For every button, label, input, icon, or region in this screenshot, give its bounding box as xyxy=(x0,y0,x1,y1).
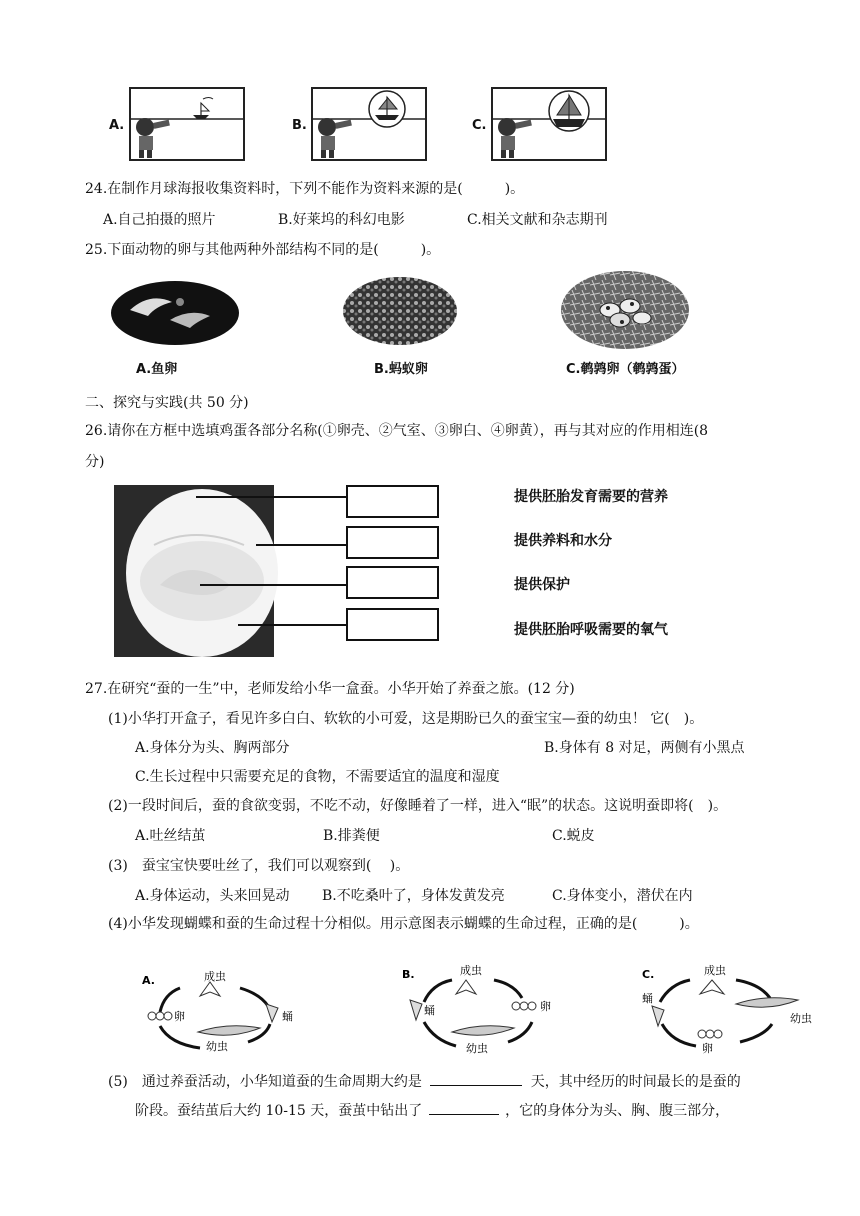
q27-part3-option-c: C.身体变小，潜伏在内 xyxy=(552,888,693,904)
diagram-letter: C. xyxy=(642,968,655,981)
pupa-label: 蛹 xyxy=(282,1010,293,1023)
ant-egg-image xyxy=(342,276,458,346)
q27-part5-line1 xyxy=(108,1071,741,1091)
q25-caption-b: B.蚂蚁卵 xyxy=(374,362,428,377)
q27-part5-text-b: 天，其中经历的时间最长的是蚕的 xyxy=(530,1074,741,1090)
boy-telescope-image-a xyxy=(129,87,245,161)
q24-option-c: C.相关文献和杂志期刊 xyxy=(467,212,608,228)
egg-label: 卵 xyxy=(702,1042,713,1055)
q27-part3: (3) 蚕宝宝快要吐丝了，我们可以观察到( )。 xyxy=(108,858,410,874)
diagram-letter: B. xyxy=(402,968,415,981)
q27-part2-option-a: A.吐丝结茧 xyxy=(135,828,206,844)
option-letter: C. xyxy=(472,118,487,133)
option-letter: A. xyxy=(109,118,125,133)
pupa-label: 蛹 xyxy=(424,1004,435,1017)
q27-part2-option-b: B.排粪便 xyxy=(323,828,380,844)
egg-label: 卵 xyxy=(540,1000,551,1013)
q27-part1: (1)小华打开盒子，看见许多白白、软软的小可爱，这是期盼已久的蚕宝宝—蚕的幼虫！ 它( )。 xyxy=(108,711,704,727)
q27-part3-option-b: B.不吃桑叶了，身体发黄发亮 xyxy=(322,888,505,904)
q25-caption-c: C.鹌鹑卵（鹌鹑蛋） xyxy=(566,362,685,377)
answer-blank-days[interactable] xyxy=(430,1071,522,1086)
life-cycle-diagram-c xyxy=(640,962,820,1056)
fish-egg-image xyxy=(110,280,240,346)
q26-function-1: 提供胚胎发育需要的营养 xyxy=(514,489,668,505)
q24-option-a: A.自己拍摄的照片 xyxy=(103,212,216,228)
boy-telescope-image-b xyxy=(311,87,427,161)
life-cycle-diagram-a xyxy=(140,968,320,1052)
q27-part1-option-c: C.生长过程中只需要充足的食物，不需要适宜的温度和湿度 xyxy=(135,769,500,785)
q27-part3-option-a: A.身体运动，头来回晃动 xyxy=(135,888,290,904)
answer-box xyxy=(347,527,438,558)
telescope-boy-icon xyxy=(313,89,425,159)
q26-stem-line1: 26.请你在方框中选填鸡蛋各部分名称(①卵壳、②气室、③卵白、④卵黄），再与其对应的作用相连(8 xyxy=(85,423,709,439)
larva-label: 幼虫 xyxy=(466,1042,488,1054)
q25-caption-a: A.鱼卵 xyxy=(136,362,178,377)
answer-box xyxy=(347,567,438,598)
answer-box xyxy=(347,486,438,517)
q27-part5-text-d: ，它的身体分为头、胸、腹三部分， xyxy=(505,1103,730,1119)
egg-diagram xyxy=(114,485,444,657)
adult-label: 成虫 xyxy=(460,964,482,977)
q27-stem: 27.在研究“蚕的一生”中，老师发给小华一盒蚕。小华开始了养蚕之旅。(12 分) xyxy=(85,681,575,697)
q26-stem-line2: 分) xyxy=(85,454,105,470)
q27-part5-line2 xyxy=(135,1100,729,1120)
life-cycle-diagram-b xyxy=(400,962,580,1054)
q26-function-2: 提供养料和水分 xyxy=(514,533,612,549)
q26-function-3: 提供保护 xyxy=(514,577,570,593)
answer-blank-emerged[interactable] xyxy=(429,1100,499,1115)
q25-stem: 25.下面动物的卵与其他两种外部结构不同的是( )。 xyxy=(85,242,441,258)
section-heading: 二、探究与实践(共 50 分) xyxy=(85,395,249,411)
diagram-letter: A. xyxy=(142,974,155,987)
answer-box xyxy=(347,609,438,640)
boy-telescope-image-c xyxy=(491,87,607,161)
pupa-label: 蛹 xyxy=(642,992,653,1005)
larva-label: 幼虫 xyxy=(790,1012,812,1025)
q27-part5-text-a: (5) 通过养蚕活动，小华知道蚕的生命周期大约是 xyxy=(108,1074,422,1090)
q26-function-4: 提供胚胎呼吸需要的氧气 xyxy=(514,622,668,638)
option-letter: B. xyxy=(292,118,307,133)
quail-egg-image xyxy=(560,270,690,350)
q27-part2: (2)一段时间后，蚕的食欲变弱，不吃不动，好像睡着了一样，进入“眠”的状态。这说明蚕即将( )。 xyxy=(108,798,728,814)
larva-label: 幼虫 xyxy=(206,1040,228,1052)
q27-part2-option-c: C.蜕皮 xyxy=(552,828,595,844)
q27-part4: (4)小华发现蝴蝶和蚕的生命过程十分相似。用示意图表示蝴蝶的生命过程，正确的是( )。 xyxy=(108,916,699,932)
q24-stem: 24.在制作月球海报收集资料时，下列不能作为资料来源的是( )。 xyxy=(85,181,525,197)
adult-label: 成虫 xyxy=(204,970,226,983)
egg-label: 卵 xyxy=(174,1010,185,1023)
adult-label: 成虫 xyxy=(704,964,726,977)
q27-part1-option-a: A.身体分为头、胸两部分 xyxy=(135,740,290,756)
telescope-boy-icon xyxy=(131,89,243,159)
q24-option-b: B.好莱坞的科幻电影 xyxy=(278,212,405,228)
telescope-boy-icon xyxy=(493,89,605,159)
q27-part1-option-b: B.身体有 8 对足，两侧有小黑点 xyxy=(544,740,745,756)
q27-part5-text-c: 阶段。蚕结茧后大约 10-15 天，蚕茧中钻出了 xyxy=(135,1103,423,1119)
